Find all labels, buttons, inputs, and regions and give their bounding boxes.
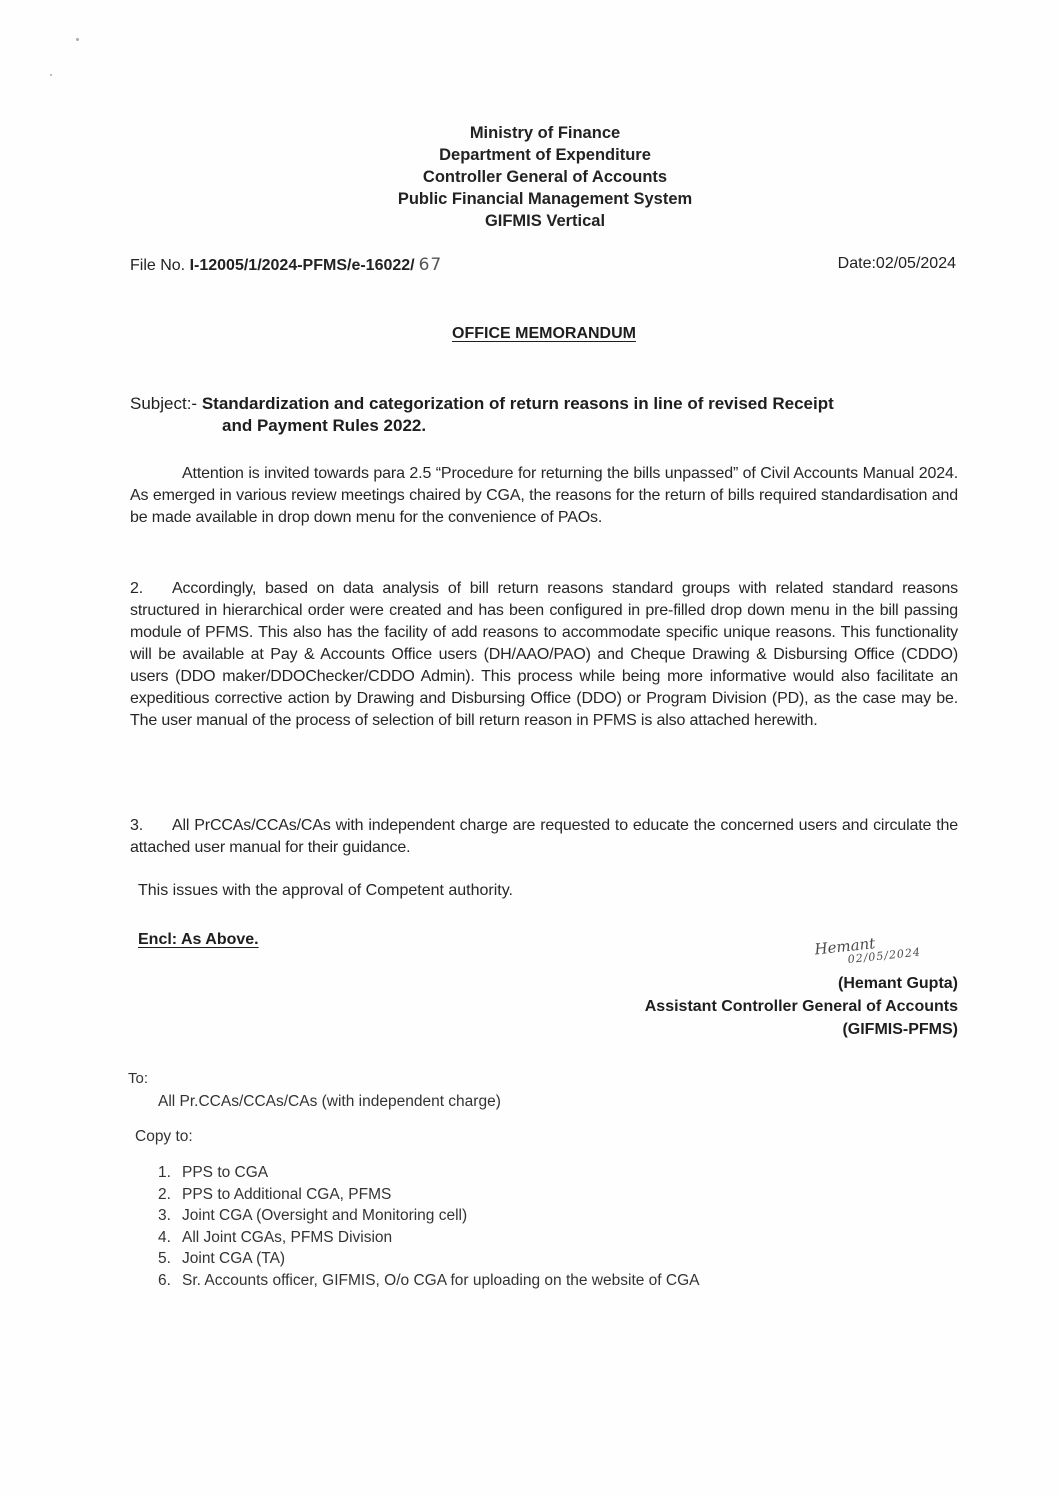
document-title-text: OFFICE MEMORANDUM <box>452 325 636 342</box>
subject <box>130 393 958 437</box>
subject-label: Subject:- <box>130 394 198 413</box>
signatory-name: (Hemant Gupta) <box>838 975 958 992</box>
signatory-designation: Assistant Controller General of Accounts <box>644 998 958 1015</box>
letterhead-ministry: Ministry of Finance <box>469 124 621 142</box>
to-recipient: All Pr.CCAs/CCAs/CAs (with independent charge) <box>158 1093 501 1110</box>
letterhead <box>0 122 1060 232</box>
letterhead-office: Controller General of Accounts <box>422 168 668 186</box>
signatory-unit: (GIFMIS-PFMS) <box>842 1021 958 1038</box>
paragraph-1-text: Attention is invited towards para 2.5 “Procedure for returning the bills unpassed” of Civil Accounts Manual 2024. As emerged in various review meetings chaired by CGA, the reasons for the return of bills required standardisation and be made available in drop down menu for the convenience of PAOs. <box>130 465 958 526</box>
copy-to-list <box>158 1162 700 1291</box>
scan-speck <box>50 74 52 76</box>
paragraph-2-text: Accordingly, based on data analysis of bill return reasons standard groups with related standard reasons structured in hierarchical order were created and has been configured in pre-filled drop down menu in the bill passing module of PFMS. This also has the facility of add reasons to accommodate specific unique reasons. This functionality will be available at Pay & Accounts Office users (DH/AAO/PAO) and Cheque Drawing & Disbursing Office (CDDO) users (DDO maker/DDOChecker/CDDO Admin). This process while being more informative would also facilitate an expeditious corrective action by Drawing and Disbursing Office (DDO) or Program Division (PD), as the case may be. The user manual of the process of selection of bill return reason in PFMS is also attached herewith. <box>130 580 958 729</box>
paragraph-2-number: 2. <box>130 580 144 597</box>
approval-statement: This issues with the approval of Competent authority. <box>138 882 513 899</box>
signature-date: 02/05/2024 <box>847 945 922 967</box>
copy-to-item: 2. PPS to Additional CGA, PFMS <box>158 1185 392 1203</box>
subject-text-line1: Standardization and categorization of return reasons in line of revised Receipt <box>201 394 834 413</box>
paragraph-3 <box>130 815 958 859</box>
document-title <box>0 325 1060 343</box>
letterhead-system: Public Financial Management System <box>397 190 693 208</box>
letterhead-department: Department of Expenditure <box>439 146 651 164</box>
paragraph-3-text: All PrCCAs/CCAs/CAs with independent charge are requested to educate the concerned users and circulate the attached user manual for their guidance. <box>130 817 958 856</box>
file-number-value: I-12005/1/2024-PFMS/e-16022/ <box>189 257 415 274</box>
subject-text-line2: and Payment Rules 2022. <box>222 416 427 435</box>
copy-to-label: Copy to: <box>135 1128 193 1145</box>
paragraph-2 <box>130 578 958 732</box>
to-label: To: <box>128 1070 149 1087</box>
paragraph-1 <box>130 463 958 529</box>
letterhead-vertical: GIFMIS Vertical <box>484 212 606 230</box>
copy-to-item: 4. All Joint CGAs, PFMS Division <box>158 1228 393 1246</box>
memo-date: Date:02/05/2024 <box>837 255 956 272</box>
scan-speck <box>76 38 79 41</box>
file-number <box>130 255 442 275</box>
copy-to-item: 6. Sr. Accounts officer, GIFMIS, O/o CGA for uploading on the website of CGA <box>158 1271 700 1289</box>
signature-scrawl: Hemant <box>813 934 876 959</box>
paragraph-3-number: 3. <box>130 817 144 834</box>
copy-to-item: 1. PPS to CGA <box>158 1164 269 1181</box>
copy-to-item: 5. Joint CGA (TA) <box>158 1250 286 1267</box>
file-number-label: File No. <box>130 257 186 274</box>
copy-to-item: 3. Joint CGA (Oversight and Monitoring cell) <box>158 1207 468 1224</box>
file-number-handwritten: 67 <box>418 255 443 275</box>
handwritten-signature <box>814 932 922 971</box>
enclosure-note: Encl: As Above. <box>138 931 259 948</box>
